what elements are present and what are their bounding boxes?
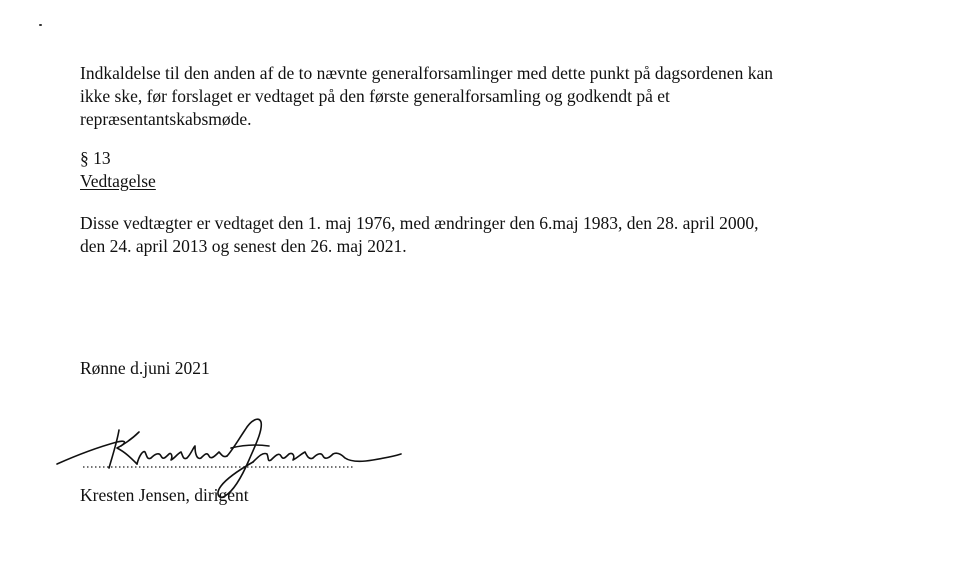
paragraph-line: repræsentantskabsmøde.	[80, 109, 252, 129]
paragraph-line: ikke ske, før forslaget er vedtaget på den første generalforsamling og godkendt på et	[80, 86, 670, 106]
adoption-paragraph	[80, 212, 758, 258]
place-and-date	[80, 357, 210, 380]
section-title: Vedtagelse	[80, 171, 156, 191]
scan-speck	[39, 24, 42, 26]
section-number: § 13	[80, 148, 111, 168]
place-text: Rønne d.	[80, 358, 144, 378]
signer-name: Kresten Jensen, dirigent	[80, 485, 249, 505]
paragraph-line: den 24. april 2013 og senest den 26. maj 2021.	[80, 236, 407, 256]
section-heading	[80, 147, 156, 193]
paragraph-line: Disse vedtægter er vedtaget den 1. maj 1976, med ændringer den 6.maj 1983, den 28. april 2000,	[80, 213, 759, 233]
paragraph-line: Indkaldelse til den anden af de to nævnte generalforsamlinger med dette punkt på dagsordenen kan	[80, 63, 773, 83]
convocation-paragraph	[80, 62, 773, 131]
date-text: juni 2021	[143, 358, 210, 378]
